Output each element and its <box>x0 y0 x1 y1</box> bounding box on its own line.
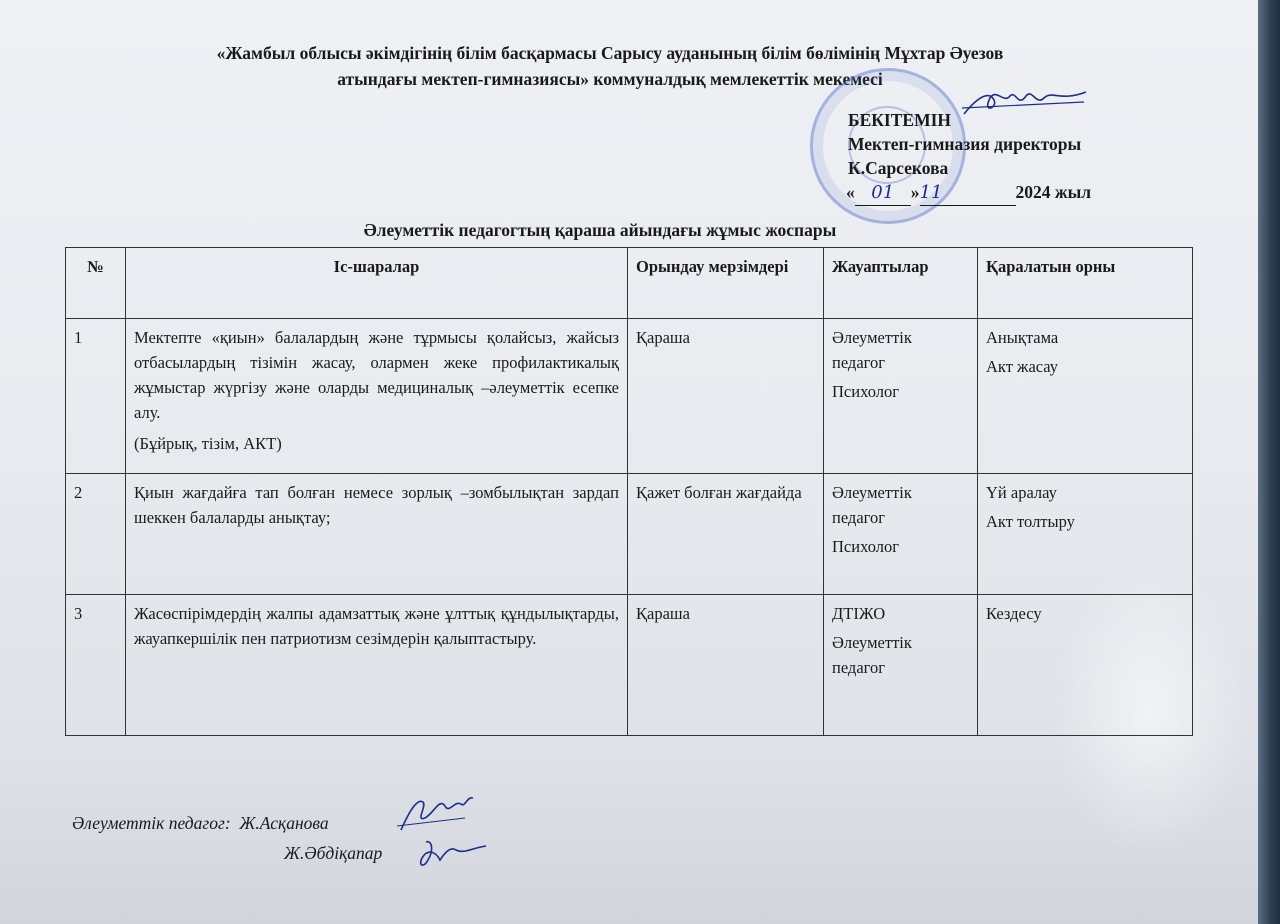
table-row <box>66 474 1193 595</box>
date-open-quote: « <box>846 182 855 202</box>
responsible-item: Әлеуметтік педагог <box>832 328 912 372</box>
date-year: 2024 жыл <box>1015 182 1092 202</box>
row-number: 1 <box>66 319 126 474</box>
signature-askanova <box>395 792 485 838</box>
activity-text: Қиын жағдайға тап болған немесе зорлық –зомбылықтан зардап шеккен балаларды анықтау; <box>134 483 619 527</box>
table-row <box>66 319 1193 474</box>
date-month: 11 <box>919 182 943 203</box>
row-number: 2 <box>66 474 126 595</box>
row-review <box>978 474 1193 595</box>
signature-abdikapar <box>412 836 492 876</box>
approval-date <box>846 180 1091 206</box>
header-number: № <box>66 248 126 319</box>
header-activities: Іс-шаралар <box>126 248 628 319</box>
header-line-2: атындағы мектеп-гимназиясы» коммуналдық мемлекеттік мекемесі <box>337 69 883 89</box>
row-responsible <box>824 319 978 474</box>
header-responsible: Жауаптылар <box>824 248 978 319</box>
table-row <box>66 595 1193 736</box>
background-edge <box>1258 0 1280 924</box>
row-review <box>978 319 1193 474</box>
row-deadline: Қараша <box>628 595 824 736</box>
signatures-footer <box>72 808 382 868</box>
date-day: 01 <box>871 182 895 203</box>
row-activity <box>126 595 628 736</box>
footer-name-1: Ж.Асқанова <box>239 813 329 833</box>
header-deadline: Орындау мерзімдері <box>628 248 824 319</box>
plan-title: Әлеуметтік педагогтың қараша айындағы жұмыс жоспары <box>363 220 837 240</box>
approval-name: К.Сарсекова <box>848 158 949 178</box>
review-item: Анықтама <box>986 328 1059 347</box>
row-responsible <box>824 595 978 736</box>
approval-position: Мектеп-гимназия директоры <box>848 134 1082 154</box>
table-header-row <box>66 248 1193 319</box>
footer-name-2: Ж.Әбдіқапар <box>284 843 383 863</box>
responsible-item: ДТІЖО <box>832 604 886 623</box>
row-activity <box>126 474 628 595</box>
review-item: Үй аралау <box>986 483 1057 502</box>
responsible-item: Әлеуметтік педагог <box>832 633 912 677</box>
footer-role: Әлеуметтік педагог: <box>72 813 231 833</box>
approval-heading: БЕКІТЕМІН <box>848 110 952 130</box>
review-item: Акт жасау <box>986 357 1059 376</box>
row-activity <box>126 319 628 474</box>
responsible-item: Психолог <box>832 382 899 401</box>
date-close-quote: » <box>910 182 920 202</box>
row-deadline: Қараша <box>628 319 824 474</box>
activity-text: Жасөспірімдердің жалпы адамзаттық және ұлттық құндылықтарды, жауапкершілік пен патриотизм сезімдерін қалыптастыру. <box>134 604 619 648</box>
responsible-item: Әлеуметтік педагог <box>832 483 912 527</box>
approval-block <box>848 108 1091 206</box>
row-deadline: Қажет болған жағдайда <box>628 474 824 595</box>
activity-note: (Бұйрық, тізім, АКТ) <box>134 434 282 453</box>
work-plan-table <box>65 247 1193 736</box>
row-responsible <box>824 474 978 595</box>
responsible-item: Психолог <box>832 537 899 556</box>
activity-text: Мектепте «қиын» балалардың және тұрмысы қолайсыз, жайсыз отбасылардың тізімін жасау, олармен жеке профилактикалық жұмыстар жүргізу және оларды медициналық –әлеуметтік есепке алу. <box>134 328 619 422</box>
row-review <box>978 595 1193 736</box>
row-number: 3 <box>66 595 126 736</box>
header-review: Қаралатын орны <box>978 248 1193 319</box>
header-line-1: «Жамбыл облысы әкімдігінің білім басқармасы Сарысу ауданының білім бөлімінің Мұхтар Әуезов <box>216 43 1004 63</box>
review-item: Кездесу <box>986 604 1042 623</box>
review-item: Акт толтыру <box>986 512 1075 531</box>
